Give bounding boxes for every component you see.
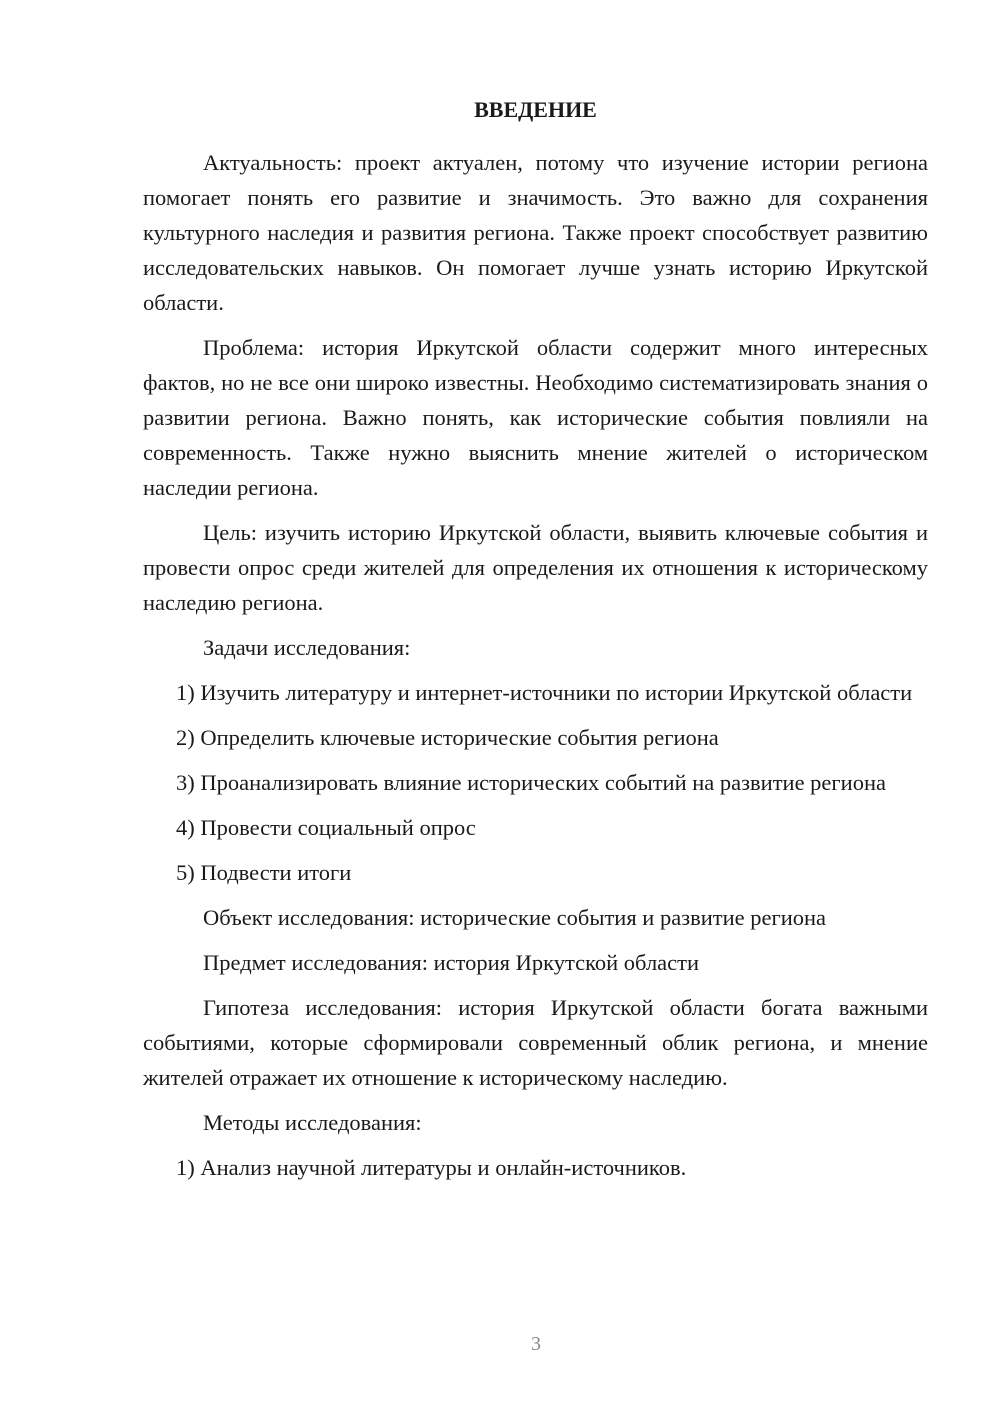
methods-heading: Методы исследования: bbox=[203, 1110, 422, 1135]
goal-paragraph: Цель: изучить историю Иркутской области, выявить ключевые события и провести опрос среди жителей для определения их отношения к историческому наследию региона. bbox=[143, 520, 928, 615]
task-item: 2) Определить ключевые исторические события региона bbox=[176, 725, 719, 750]
document-page bbox=[143, 95, 928, 1195]
task-item: 4) Провести социальный опрос bbox=[176, 815, 476, 840]
task-item: 3) Проанализировать влияние исторических событий на развитие региона bbox=[176, 770, 886, 795]
task-item: 1) Изучить литературу и интернет-источники по истории Иркутской области bbox=[176, 680, 913, 705]
section-title: ВВЕДЕНИЕ bbox=[474, 97, 597, 122]
tasks-heading: Задачи исследования: bbox=[203, 635, 411, 660]
problem-paragraph: Проблема: история Иркутской области содержит много интересных фактов, но не все они широко известны. Необходимо систематизировать знания о развитии региона. Важно понять, как исторические события повлияли на современность. Также нужно выяснить мнение жителей о историческом наследии региона. bbox=[143, 335, 928, 500]
page-number: 3 bbox=[531, 1333, 541, 1355]
object-paragraph: Объект исследования: исторические события и развитие региона bbox=[203, 905, 827, 930]
subject-paragraph: Предмет исследования: история Иркутской области bbox=[203, 950, 700, 975]
relevance-paragraph: Актуальность: проект актуален, потому что изучение истории региона помогает понять его развитие и значимость. Это важно для сохранения культурного наследия и развития региона. Также проект способствует развитию исследовательских навыков. Он помогает лучше узнать историю Иркутской области. bbox=[143, 150, 928, 315]
hypothesis-paragraph: Гипотеза исследования: история Иркутской области богата важными событиями, которые сформировали современный облик региона, и мнение жителей отражает их отношение к историческому наследию. bbox=[143, 995, 928, 1090]
task-item: 5) Подвести итоги bbox=[176, 860, 352, 885]
method-item: 1) Анализ научной литературы и онлайн-источников. bbox=[176, 1155, 687, 1180]
